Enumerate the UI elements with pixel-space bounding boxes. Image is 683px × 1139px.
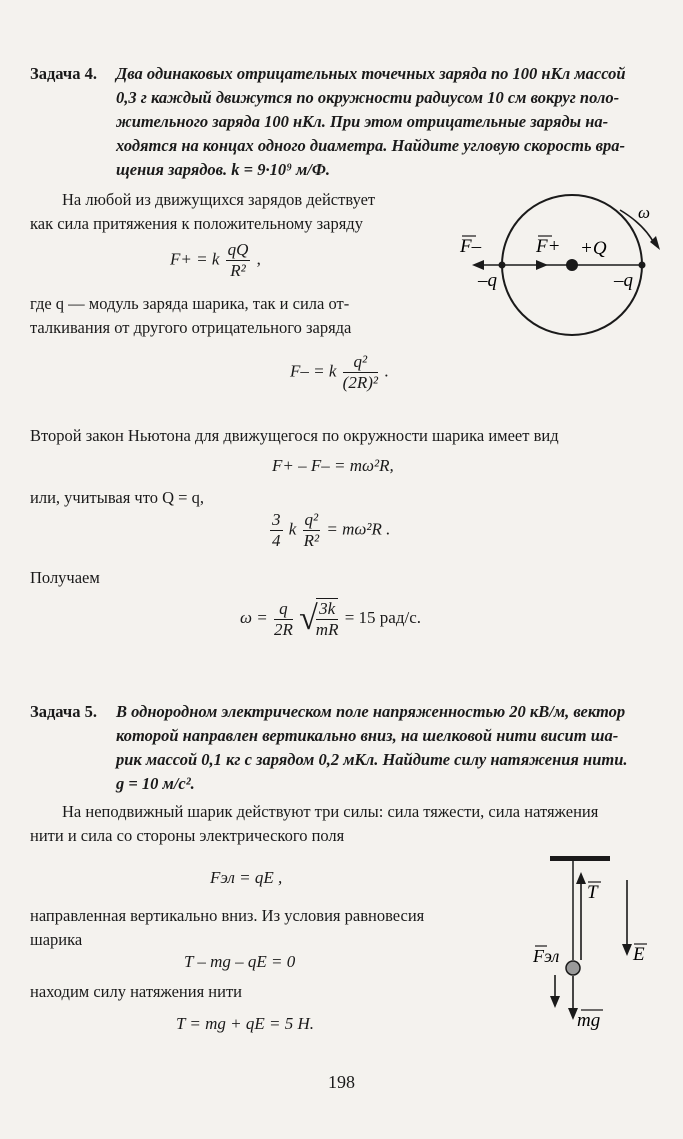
sol4-p4: или, учитывая что Q = q,: [30, 488, 204, 507]
right-negative-charge: [639, 262, 646, 269]
task5-line: В однородном электрическом поле напряженностью 20 кВ/м, вектор: [116, 702, 626, 721]
formula-combined: $\frac{3}{4}$ k $\frac{\text{q²}}{\text{R²}}$ = mω²R .: [272, 510, 391, 550]
formula-newton: F+ – F– = mω²R,: [272, 456, 394, 475]
t-label: T: [587, 882, 598, 903]
task5-label: Задача 5.: [30, 702, 97, 721]
f-plus-label: F+: [536, 236, 561, 257]
minus-q-right-label: –q: [614, 270, 633, 291]
task5-statement: [116, 700, 661, 796]
task4-line: щения зарядов. k = 9·10⁹ м/Ф.: [116, 160, 330, 179]
sol5-p3: находим силу натяжения нити: [30, 982, 242, 1001]
fel-label: Fэл: [533, 946, 560, 966]
task4-line: 0,3 г каждый движутся по окружности радиусом 10 см вокруг поло-: [116, 88, 620, 107]
formula-f-el: Fэл = qE ,: [210, 868, 283, 887]
f-minus-arrowhead: [472, 260, 484, 270]
plus-q-label: +Q: [580, 238, 607, 259]
sol4-p2-line2: талкивания от другого отрицательного заряда: [30, 318, 352, 337]
formula-omega: ω = $\frac{q}{2R}$ √ $\frac{3k}{mR}$ = 15 рад/с.: [240, 598, 422, 639]
minus-q-left-label: –q: [478, 270, 497, 291]
ceiling: [550, 856, 610, 861]
task5-line: которой направлен вертикально вниз, на шелковой нити висит ша-: [116, 726, 619, 745]
left-negative-charge: [499, 262, 506, 269]
f-plus-arrowhead: [536, 260, 548, 270]
positive-charge: [566, 259, 578, 271]
sol4-p1-line2: как сила притяжения к положительному заряду: [30, 214, 363, 233]
t-arrowhead: [576, 872, 586, 884]
diagram-pendulum: [525, 850, 665, 1035]
task4-line: ходятся на концах одного диаметра. Найдите угловую скорость вра-: [116, 136, 625, 155]
task5-line: рик массой 0,1 кг с зарядом 0,2 мКл. Найдите силу натяжения нити.: [116, 750, 628, 769]
sol5-p2-line2: шарика: [30, 930, 83, 949]
sol4-p5: Получаем: [30, 568, 100, 587]
sol4-p2-line1: где q — модуль заряда шарика, так и сила от-: [30, 294, 350, 313]
e-field-arrowhead: [622, 944, 632, 956]
sol4-p3: Второй закон Ньютона для движущегося по окружности шарика имеет вид: [30, 426, 559, 445]
task4-label: Задача 4.: [30, 64, 97, 83]
formula-f-plus: F+ = k $\frac{qQ}{\text{R²}}$ ,: [170, 240, 261, 280]
diagram-circular-orbit: [450, 180, 670, 360]
f-minus-label: F–: [460, 236, 482, 257]
e-label: E: [633, 944, 645, 965]
formula-equilibrium: T – mg – qE = 0: [184, 952, 296, 971]
task4-statement: [116, 62, 656, 182]
ball: [566, 961, 580, 975]
formula-tension: T = mg + qE = 5 Н.: [176, 1014, 315, 1033]
fel-arrowhead: [550, 996, 560, 1008]
mg-label: mg: [577, 1010, 601, 1031]
task4-line: Два одинаковых отрицательных точечных заряда по 100 нКл массой: [116, 64, 626, 83]
page-number: 198: [328, 1072, 355, 1092]
sol4-p1-line1: На любой из движущихся зарядов действует: [62, 190, 376, 209]
sol5-p2-line1: направленная вертикально вниз. Из условия равновесия: [30, 906, 425, 925]
omega-label: ω: [638, 203, 651, 222]
task4-line: жительного заряда 100 нКл. При этом отрицательные заряды на-: [116, 112, 609, 131]
task5-line: g = 10 м/с².: [116, 774, 195, 793]
sol5-p1-line1: На неподвижный шарик действуют три силы: сила тяжести, сила натяжения: [62, 802, 599, 821]
sol5-p1-line2: нити и сила со стороны электрического поля: [30, 826, 345, 845]
formula-f-minus: F– = k $\frac{\text{q²}}{\text{(2R)²}}$ .: [290, 352, 389, 392]
